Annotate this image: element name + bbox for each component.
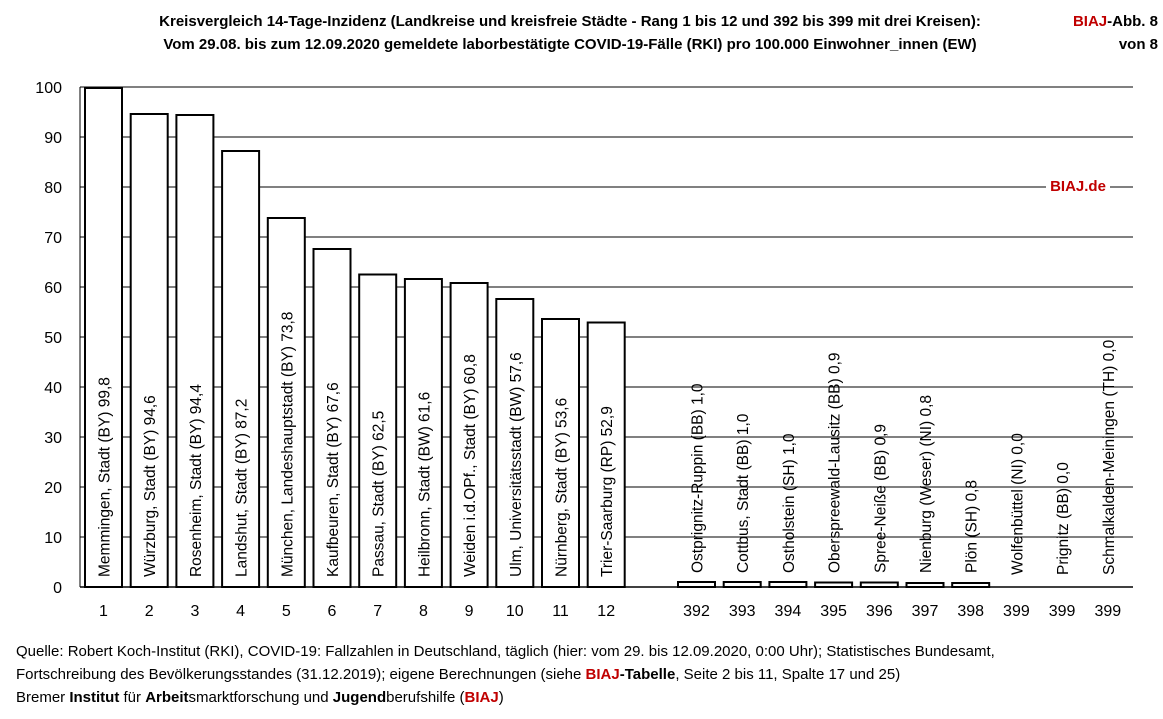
source-line-2-text: Fortschreibung des Bevölkerungsstandes (31.12.2019); eigene Berechnungen (siehe — [16, 666, 586, 683]
source-line-3-part: BIAJ — [464, 689, 499, 706]
y-tick-label: 100 — [35, 80, 62, 97]
source-line-1: Quelle: Robert Koch-Institut (RKI), COVID-19: Fallzahlen in Deutschland, täglich (hier: vom 29. bis 12.09.2020, 0:00 Uhr); Statistisches Bundesamt, — [16, 643, 995, 660]
y-tick-label: 40 — [44, 380, 62, 397]
bar-data-label: Cottbus, Stadt (BB) 1,0 — [735, 413, 753, 573]
source-line-3-part: berufshilfe ( — [386, 689, 465, 706]
bar-data-label: Wolfenbüttel (NI) 0,0 — [1009, 433, 1027, 575]
x-tick-label: 394 — [774, 603, 802, 620]
source-line-3 — [16, 686, 1156, 709]
source-line-2-end: , Seite 2 bis 11, Spalte 17 und 25) — [675, 666, 901, 683]
watermark: BIAJ.de — [1050, 178, 1106, 195]
y-tick-label: 50 — [44, 330, 62, 347]
x-tick-label: 399 — [1094, 603, 1122, 620]
source-line-3-part: ) — [498, 689, 504, 706]
bar-data-label: Plön (SH) 0,8 — [963, 479, 981, 573]
x-tick-label: 11 — [552, 603, 569, 620]
source-line-3-part: Bremer — [16, 689, 70, 706]
figure-total: von 8 — [1118, 36, 1158, 53]
source-table-ref: -Tabelle — [619, 666, 676, 683]
bar-data-label: Nienburg (Weser) (NI) 0,8 — [918, 394, 935, 573]
x-tick-label: 2 — [144, 603, 154, 620]
figure-brand: BIAJ — [1072, 13, 1108, 30]
title-line-2: Vom 29.08. bis zum 12.09.2020 gemeldete laborbestätigte COVID-19-Fälle (RKI) pro 100.000 Einwohner_innen (EW) — [163, 36, 977, 53]
x-tick-label: 395 — [820, 603, 847, 620]
source-line-2 — [16, 663, 1156, 686]
bar-data-label: Memmingen, Stadt (BY) 99,8 — [96, 377, 114, 577]
x-tick-label: 7 — [373, 603, 383, 620]
x-tick-label: 8 — [418, 603, 428, 620]
y-tick-label: 20 — [44, 480, 62, 497]
bar-data-label: Ulm, Universitätsstadt (BW) 57,6 — [507, 352, 525, 577]
x-tick-label: 392 — [683, 603, 710, 620]
y-tick-label: 30 — [44, 430, 62, 447]
x-tick-label: 399 — [1003, 603, 1030, 620]
y-tick-label: 10 — [44, 530, 62, 547]
x-axis — [80, 587, 1133, 620]
bar-data-label: Nürnberg, Stadt (BY) 53,6 — [553, 397, 571, 577]
x-tick-label: 9 — [464, 603, 474, 620]
y-tick-label: 0 — [53, 580, 62, 597]
bar-data-label: Würzburg, Stadt (BY) 94,6 — [142, 395, 160, 577]
source-line-3-part: smarktforschung und — [188, 689, 333, 706]
x-tick-label: 393 — [728, 603, 756, 620]
figure-number: -Abb. 8 — [1107, 13, 1158, 30]
y-tick-label: 90 — [44, 130, 62, 147]
x-tick-label: 398 — [957, 603, 985, 620]
y-axis — [35, 80, 80, 597]
bar-data-label: Weiden i.d.OPf., Stadt (BY) 60,8 — [462, 354, 480, 577]
bar-data-label: Kaufbeuren, Stadt (BY) 67,6 — [325, 382, 342, 577]
y-tick-label: 60 — [44, 280, 62, 297]
source-line-3-part: Arbeit — [145, 689, 189, 706]
source-line-3-part: Jugend — [332, 689, 387, 706]
x-tick-label: 399 — [1048, 603, 1076, 620]
title-line-1: Kreisvergleich 14-Tage-Inzidenz (Landkreise und kreisfreie Städte - Rang 1 bis 12 und 392 bis 399 mit drei Kreisen): — [159, 13, 981, 30]
bar-data-label: Prignitz (BB) 0,0 — [1055, 462, 1073, 575]
x-tick-label: 1 — [99, 603, 108, 620]
x-tick-label: 4 — [236, 603, 246, 620]
bar-data-label: Heilbronn, Stadt (BW) 61,6 — [416, 391, 434, 577]
x-tick-label: 397 — [911, 603, 939, 620]
x-tick-label: 3 — [190, 603, 200, 620]
source-note — [16, 640, 1156, 709]
x-tick-label: 12 — [597, 603, 616, 620]
bar-data-label: Passau, Stadt (BY) 62,5 — [370, 410, 388, 577]
x-tick-label: 5 — [281, 603, 291, 620]
x-tick-label: 6 — [327, 603, 337, 620]
y-tick-label: 80 — [44, 180, 62, 197]
bar-data-label: Landshut, Stadt (BY) 87,2 — [233, 398, 251, 577]
bar-data-label: Ostholstein (SH) 1,0 — [780, 433, 798, 573]
bar-data-label: Schmalkalden-Meiningen (TH) 0,0 — [1100, 339, 1118, 575]
y-tick-label: 70 — [44, 230, 62, 247]
source-line-3-part: für — [119, 689, 146, 706]
bar-data-label: Oberspreewald-Lausitz (BB) 0,9 — [826, 352, 844, 573]
bar-data-label: Rosenheim, Stadt (BY) 94,4 — [187, 384, 205, 577]
bar-data-label: München, Landeshauptstadt (BY) 73,8 — [279, 311, 297, 577]
bar-data-label: Ostprignitz-Ruppin (BB) 1,0 — [689, 383, 707, 573]
x-tick-label: 396 — [865, 603, 893, 620]
bar-data-label: Trier-Saarburg (RP) 52,9 — [599, 406, 617, 577]
bar-data-label: Spree-Neiße (BB) 0,9 — [872, 423, 890, 573]
source-brand: BIAJ — [585, 666, 620, 683]
x-tick-label: 10 — [505, 603, 524, 620]
source-line-3-part: Institut — [69, 689, 120, 706]
